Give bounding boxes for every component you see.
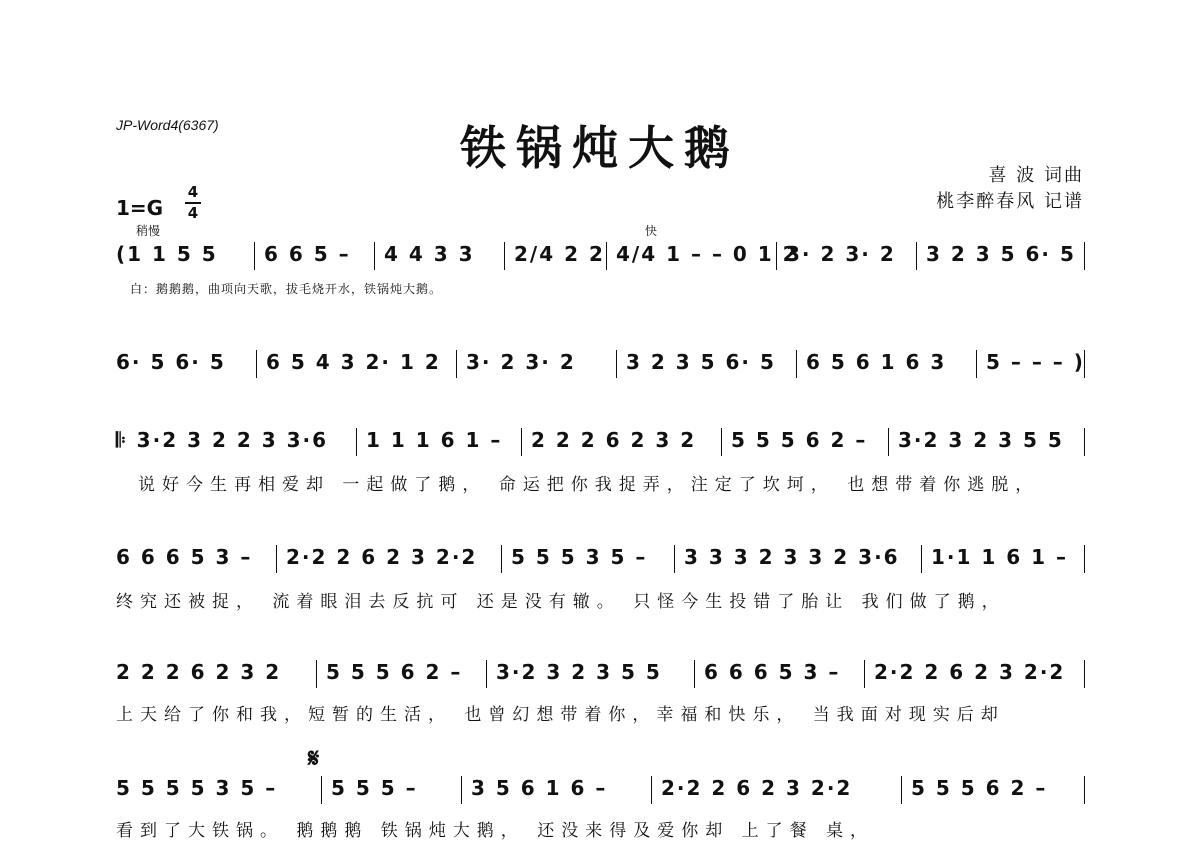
measure: 6 6 6 5 3 –: [704, 660, 841, 684]
score-row-3: [116, 428, 1086, 498]
credits: [936, 163, 1084, 215]
barline: [864, 660, 865, 688]
barline: [461, 776, 462, 804]
measure: 6 6 5 –: [264, 242, 351, 266]
tempo-mark-fast: 快: [645, 224, 658, 238]
barline: [606, 242, 607, 270]
barline: [721, 428, 722, 456]
barline: [1084, 242, 1085, 270]
barline: [254, 242, 255, 270]
lyrics-line: 终究还被捉， 流着眼泪去反抗可 还是没有辙。 只怪今生投错了胎让 我们做了鹅，: [116, 592, 1006, 612]
measure: 3 2 3 5 6· 5: [626, 350, 776, 374]
barline: [1084, 350, 1085, 378]
measure: 5 5 5 3 5 –: [511, 545, 648, 569]
measure: 5 5 5 6 2 –: [911, 776, 1048, 800]
measure: 3·2 3 2 3 5 5: [898, 428, 1064, 452]
measure: 5 – – – ): [986, 350, 1085, 374]
measure: 3 5 6 1 6 –: [471, 776, 608, 800]
measure: 4 4 3 3: [384, 242, 475, 266]
barline: [888, 428, 889, 456]
barline: [1084, 660, 1085, 688]
measure: 1 1 1 6 1 –: [366, 428, 503, 452]
barline: [694, 660, 695, 688]
measure: 2/4 2 2: [514, 242, 605, 266]
barline: [256, 350, 257, 378]
barline: [976, 350, 977, 378]
measure: 6 5 4 3 2· 1 2: [266, 350, 441, 374]
measure: 3 3 3 2 3 3 2 3·6: [684, 545, 900, 569]
measure: 5 5 5 6 2 –: [731, 428, 868, 452]
measure: 5 5 5 5 3 5 –: [116, 776, 278, 800]
measure: 4/4 1 – – 0 1 2: [616, 242, 799, 266]
tempo-mark-slow: 稍慢: [136, 224, 161, 238]
measure: 3· 2 3· 2: [786, 242, 896, 266]
barline: [651, 776, 652, 804]
barline: [901, 776, 902, 804]
barline: [316, 660, 317, 688]
barline: [456, 350, 457, 378]
barline: [321, 776, 322, 804]
measure: 5 5 5 –: [331, 776, 418, 800]
barline: [276, 545, 277, 573]
score-row-6: [116, 776, 1086, 846]
measure: 3· 2 3· 2: [466, 350, 576, 374]
measure: 3·2 3 2 3 5 5: [496, 660, 662, 684]
barline: [1084, 776, 1085, 804]
measure: 𝄆 3·2 3 2 2 3 3·6: [116, 428, 329, 452]
barline: [1084, 428, 1085, 456]
barline: [921, 545, 922, 573]
barline: [504, 242, 505, 270]
barline: [776, 242, 777, 270]
measure: 2·2 2 6 2 3 2·2: [874, 660, 1066, 684]
score-row-1: [116, 242, 1086, 302]
measure: 6 5 6 1 6 3: [806, 350, 947, 374]
barline: [501, 545, 502, 573]
measure: 3 2 3 5 6· 5: [926, 242, 1076, 266]
segno-sign: 𝄋: [308, 744, 320, 774]
barline: [916, 242, 917, 270]
barline: [486, 660, 487, 688]
measure: 2·2 2 6 2 3 2·2: [661, 776, 853, 800]
measure: 6 6 6 5 3 –: [116, 545, 253, 569]
barline: [1084, 545, 1085, 573]
measure: (1 1 5 5: [116, 242, 218, 266]
measure: 2 2 2 6 2 3 2: [531, 428, 697, 452]
lyricist-composer: 喜 波 词曲: [988, 165, 1084, 186]
barline: [616, 350, 617, 378]
dialog-text: 白：鹅鹅鹅，曲项向天歌，拔毛烧开水，铁锅炖大鹅。: [130, 282, 443, 296]
time-denominator: 4: [187, 204, 199, 222]
measure: 2 2 2 6 2 3 2: [116, 660, 282, 684]
measure: 5 5 5 6 2 –: [326, 660, 463, 684]
barline: [674, 545, 675, 573]
measure: 1·1 1 6 1 –: [931, 545, 1069, 569]
barline: [796, 350, 797, 378]
lyrics-line: 说好今生再相爱却 一起做了鹅， 命运把你我捉弄，注定了坎坷， 也想带着你逃脱，: [138, 475, 1040, 495]
score-row-5: [116, 660, 1086, 730]
lyrics-line: 看到了大铁锅。 鹅鹅鹅 铁锅炖大鹅， 还没来得及爱你却 上了餐 桌，: [116, 821, 875, 841]
time-numerator: 4: [187, 183, 199, 201]
measure: 2·2 2 6 2 3 2·2: [286, 545, 478, 569]
lyrics-line: 上天给了你和我，短暂的生活， 也曾幻想带着你，幸福和快乐， 当我面对现实后却: [116, 705, 1005, 725]
song-title: 铁锅炖大鹅: [460, 121, 740, 175]
measure: 6· 5 6· 5: [116, 350, 226, 374]
transcriber: 桃李醉春风 记谱: [936, 191, 1084, 212]
time-signature: [185, 184, 201, 222]
software-label: JP-Word4(6367): [116, 117, 219, 133]
barline: [356, 428, 357, 456]
barline: [521, 428, 522, 456]
barline: [374, 242, 375, 270]
score-row-4: [116, 545, 1086, 615]
key-signature: 1=G: [116, 196, 164, 220]
score-row-2: [116, 350, 1086, 390]
